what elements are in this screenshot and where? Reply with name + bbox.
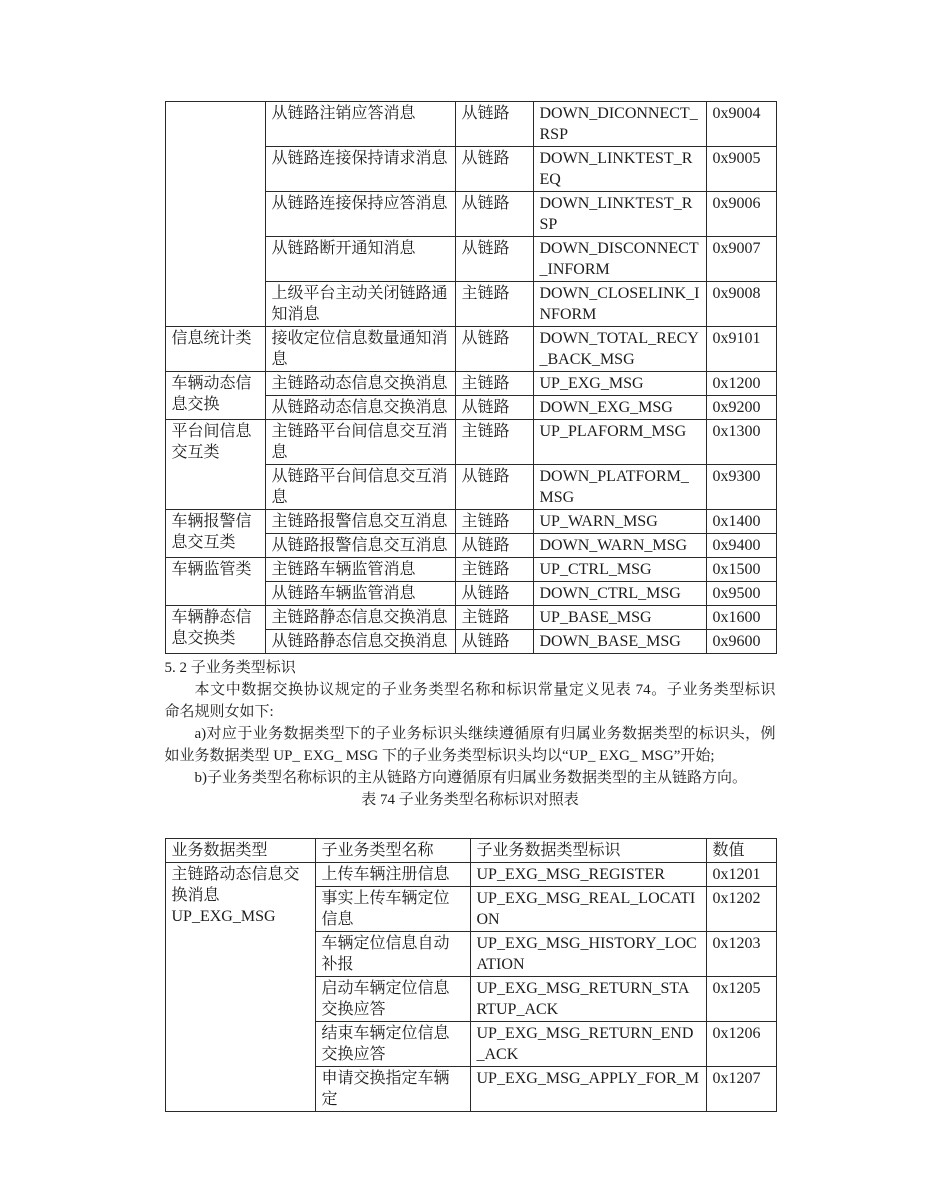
value-cell: 0x9500 bbox=[706, 582, 776, 606]
paragraph-lines bbox=[165, 679, 776, 789]
link-cell: 从链路 bbox=[455, 327, 533, 372]
value-cell: 0x1500 bbox=[706, 558, 776, 582]
value-cell: 0x1400 bbox=[706, 510, 776, 534]
name-cell: 主链路报警信息交互消息 bbox=[265, 510, 455, 534]
id-cell: UP_WARN_MSG bbox=[533, 510, 706, 534]
name-cell: 上传车辆注册信息 bbox=[315, 863, 470, 887]
table-row bbox=[165, 420, 776, 465]
value-cell: 0x1201 bbox=[706, 863, 776, 887]
table-caption: 表 74 子业务类型名称标识对照表 bbox=[361, 792, 579, 808]
value-cell: 0x1300 bbox=[706, 420, 776, 465]
business-data-type-table bbox=[165, 101, 777, 654]
value-cell: 0x1202 bbox=[706, 887, 776, 932]
category-cell bbox=[165, 102, 265, 327]
value-cell: 0x1203 bbox=[706, 932, 776, 977]
text-line: b)子业务类型名称标识的主从链路方向遵循原有归属业务数据类型的主从链路方向。 bbox=[194, 770, 747, 786]
value-cell: 0x1200 bbox=[706, 372, 776, 396]
name-cell: 主链路平台间信息交互消息 bbox=[265, 420, 455, 465]
text-line: 如业务数据类型 UP_ EXG_ MSG 下的子业务类型标识头均以“UP_ EXG_ MSG”开始; bbox=[164, 748, 715, 764]
category-cell: 车辆静态信息交换类 bbox=[165, 606, 265, 654]
text-line: 本文中数据交换协议规定的子业务类型名称和标识常量定义见表 74。子业务类型标识 bbox=[194, 682, 776, 698]
link-cell: 从链路 bbox=[455, 192, 533, 237]
group-label-cell: 主链路动态信息交换消息 UP_EXG_MSG bbox=[165, 863, 315, 1112]
id-cell: DOWN_CTRL_MSG bbox=[533, 582, 706, 606]
name-cell: 结束车辆定位信息交换应答 bbox=[315, 1022, 470, 1067]
sub-business-type-table-body bbox=[165, 863, 776, 1112]
name-cell: 从链路断开通知消息 bbox=[265, 237, 455, 282]
id-cell: DOWN_DICONNECT_RSP bbox=[533, 102, 706, 147]
name-cell: 从链路静态信息交换消息 bbox=[265, 630, 455, 654]
link-cell: 从链路 bbox=[455, 147, 533, 192]
column-header: 数值 bbox=[706, 839, 776, 863]
name-cell: 从链路报警信息交互消息 bbox=[265, 534, 455, 558]
category-cell: 车辆报警信息交互类 bbox=[165, 510, 265, 558]
category-cell: 信息统计类 bbox=[165, 327, 265, 372]
header-row bbox=[165, 839, 776, 863]
name-cell: 从链路车辆监管消息 bbox=[265, 582, 455, 606]
column-header: 子业务类型名称 bbox=[315, 839, 470, 863]
sub-business-type-table bbox=[165, 838, 777, 1112]
name-cell: 上级平台主动关闭链路通知消息 bbox=[265, 282, 455, 327]
id-cell: UP_EXG_MSG_REAL_LOCATION bbox=[470, 887, 706, 932]
id-cell: UP_EXG_MSG_RETURN_END_ACK bbox=[470, 1022, 706, 1067]
value-cell: 0x1205 bbox=[706, 977, 776, 1022]
id-cell: DOWN_LINKTEST_REQ bbox=[533, 147, 706, 192]
id-cell: DOWN_BASE_MSG bbox=[533, 630, 706, 654]
name-cell: 事实上传车辆定位信息 bbox=[315, 887, 470, 932]
link-cell: 主链路 bbox=[455, 282, 533, 327]
name-cell: 从链路连接保持应答消息 bbox=[265, 192, 455, 237]
id-cell: UP_CTRL_MSG bbox=[533, 558, 706, 582]
table-row bbox=[165, 606, 776, 630]
text-line: a)对应于业务数据类型下的子业务标识头继续遵循原有归属业务数据类型的标识头，例 bbox=[194, 726, 776, 742]
value-cell: 0x9300 bbox=[706, 465, 776, 510]
category-cell: 车辆动态信息交换 bbox=[165, 372, 265, 420]
name-cell: 从链路平台间信息交互消息 bbox=[265, 465, 455, 510]
link-cell: 主链路 bbox=[455, 420, 533, 465]
id-cell: DOWN_CLOSELINK_INFORM bbox=[533, 282, 706, 327]
table-row bbox=[165, 372, 776, 396]
table-row bbox=[165, 558, 776, 582]
link-cell: 从链路 bbox=[455, 534, 533, 558]
link-cell: 主链路 bbox=[455, 372, 533, 396]
value-cell: 0x1207 bbox=[706, 1067, 776, 1112]
column-header: 子业务数据类型标识 bbox=[470, 839, 706, 863]
name-cell: 申请交换指定车辆定 bbox=[315, 1067, 470, 1112]
section-text bbox=[165, 657, 776, 811]
name-cell: 启动车辆定位信息交换应答 bbox=[315, 977, 470, 1022]
name-cell: 从链路动态信息交换消息 bbox=[265, 396, 455, 420]
id-cell: DOWN_PLATFORM_MSG bbox=[533, 465, 706, 510]
value-cell: 0x1600 bbox=[706, 606, 776, 630]
value-cell: 0x9007 bbox=[706, 237, 776, 282]
link-cell: 从链路 bbox=[455, 465, 533, 510]
link-cell: 主链路 bbox=[455, 558, 533, 582]
text-line: 命名规则女如下: bbox=[164, 704, 274, 720]
id-cell: UP_PLAFORM_MSG bbox=[533, 420, 706, 465]
name-cell: 从链路连接保持请求消息 bbox=[265, 147, 455, 192]
id-cell: DOWN_LINKTEST_RSP bbox=[533, 192, 706, 237]
link-cell: 从链路 bbox=[455, 630, 533, 654]
link-cell: 从链路 bbox=[455, 582, 533, 606]
id-cell: UP_BASE_MSG bbox=[533, 606, 706, 630]
id-cell: UP_EXG_MSG bbox=[533, 372, 706, 396]
section-heading: 5. 2 子业务类型标识 bbox=[164, 660, 296, 676]
column-header: 业务数据类型 bbox=[165, 839, 315, 863]
link-cell: 主链路 bbox=[455, 606, 533, 630]
link-cell: 主链路 bbox=[455, 510, 533, 534]
category-cell: 车辆监管类 bbox=[165, 558, 265, 606]
name-cell: 接收定位信息数量通知消息 bbox=[265, 327, 455, 372]
value-cell: 0x1206 bbox=[706, 1022, 776, 1067]
table-row bbox=[165, 510, 776, 534]
name-cell: 主链路静态信息交换消息 bbox=[265, 606, 455, 630]
value-cell: 0x9006 bbox=[706, 192, 776, 237]
id-cell: DOWN_TOTAL_RECY_BACK_MSG bbox=[533, 327, 706, 372]
id-cell: DOWN_DISCONNECT_INFORM bbox=[533, 237, 706, 282]
table-row bbox=[165, 863, 776, 887]
id-cell: UP_EXG_MSG_APPLY_FOR_M bbox=[470, 1067, 706, 1112]
value-cell: 0x9200 bbox=[706, 396, 776, 420]
name-cell: 车辆定位信息自动补报 bbox=[315, 932, 470, 977]
value-cell: 0x9008 bbox=[706, 282, 776, 327]
page-content bbox=[165, 0, 776, 1112]
value-cell: 0x9004 bbox=[706, 102, 776, 147]
id-cell: UP_EXG_MSG_REGISTER bbox=[470, 863, 706, 887]
value-cell: 0x9005 bbox=[706, 147, 776, 192]
table-row bbox=[165, 102, 776, 147]
name-cell: 主链路车辆监管消息 bbox=[265, 558, 455, 582]
link-cell: 从链路 bbox=[455, 237, 533, 282]
link-cell: 从链路 bbox=[455, 396, 533, 420]
table-row bbox=[165, 327, 776, 372]
business-data-type-table-body bbox=[165, 102, 776, 654]
id-cell: DOWN_WARN_MSG bbox=[533, 534, 706, 558]
id-cell: UP_EXG_MSG_HISTORY_LOCATION bbox=[470, 932, 706, 977]
name-cell: 从链路注销应答消息 bbox=[265, 102, 455, 147]
value-cell: 0x9101 bbox=[706, 327, 776, 372]
id-cell: UP_EXG_MSG_RETURN_STARTUP_ACK bbox=[470, 977, 706, 1022]
name-cell: 主链路动态信息交换消息 bbox=[265, 372, 455, 396]
link-cell: 从链路 bbox=[455, 102, 533, 147]
id-cell: DOWN_EXG_MSG bbox=[533, 396, 706, 420]
category-cell: 平台间信息交互类 bbox=[165, 420, 265, 510]
value-cell: 0x9600 bbox=[706, 630, 776, 654]
value-cell: 0x9400 bbox=[706, 534, 776, 558]
